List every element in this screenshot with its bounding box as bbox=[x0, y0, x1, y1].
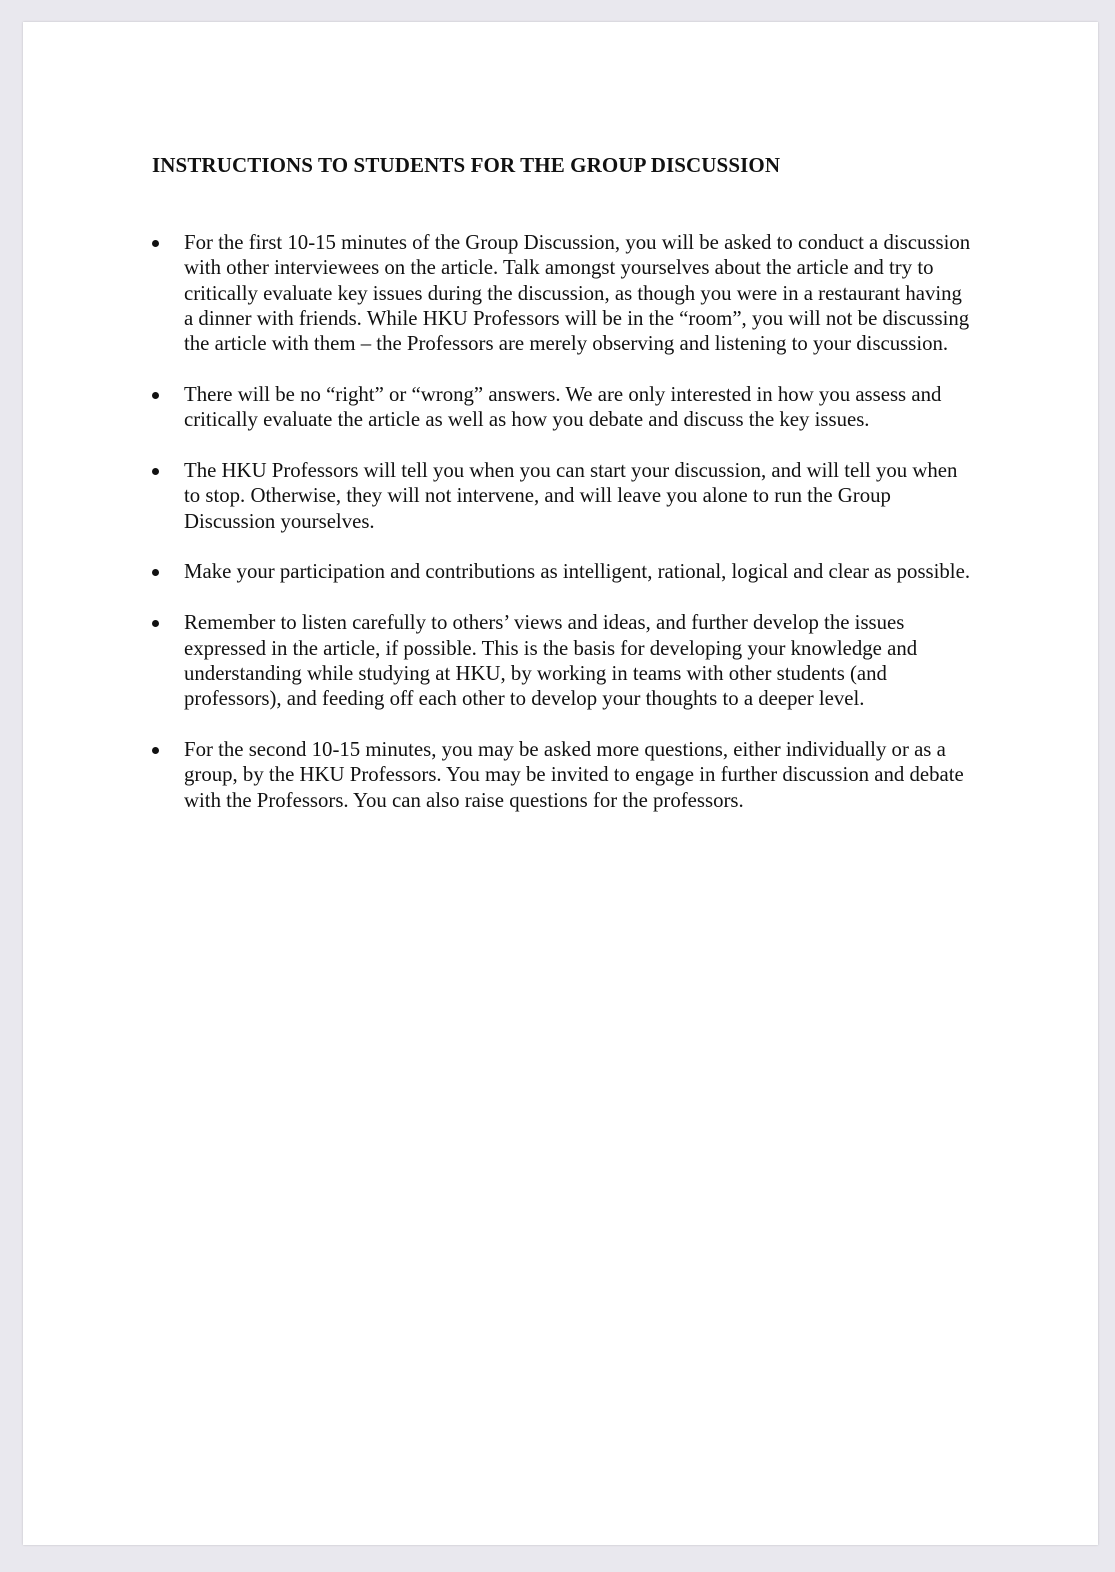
document-page bbox=[23, 22, 1098, 1545]
bullet-icon bbox=[152, 569, 159, 576]
list-item bbox=[152, 737, 972, 813]
list-item bbox=[152, 458, 972, 534]
list-item bbox=[152, 382, 972, 433]
list-item-text: For the second 10-15 minutes, you may be asked more questions, either individually or as a group, by the HKU Professors. You may be invited to engage in further discussion and debate with the Professors. You can also raise questions for the professors. bbox=[184, 737, 964, 812]
bullet-icon bbox=[152, 747, 159, 754]
list-item bbox=[152, 230, 972, 356]
list-item bbox=[152, 610, 972, 711]
bullet-icon bbox=[152, 240, 159, 247]
document-title: INSTRUCTIONS TO STUDENTS FOR THE GROUP DISCUSSION bbox=[152, 153, 781, 177]
list-item-text: Make your participation and contributions as intelligent, rational, logical and clear as possible. bbox=[184, 560, 971, 584]
bullet-icon bbox=[152, 620, 159, 627]
bullet-icon bbox=[152, 468, 159, 475]
list-item-text: There will be no “right” or “wrong” answers. We are only interested in how you assess and critically evaluate the article as well as how you debate and discuss the key issues. bbox=[184, 382, 942, 432]
list-item-text: Remember to listen carefully to others’ views and ideas, and further develop the issues expressed in the article, if possible. This is the basis for developing your knowledge and understanding while studying at HKU, by working in teams with other students (and professors), and feeding off each other to develop your thoughts to a deeper level. bbox=[184, 611, 918, 711]
list-item bbox=[152, 559, 972, 584]
list-item-text: The HKU Professors will tell you when you can start your discussion, and will tell you when to stop. Otherwise, they will not intervene, and will leave you alone to run the Group Discussion yourselves. bbox=[184, 459, 958, 533]
bullet-icon bbox=[152, 392, 159, 399]
list-item-text: For the first 10-15 minutes of the Group Discussion, you will be asked to conduct a discussion with other interviewees on the article. Talk amongst yourselves about the article and try to critically evaluate key issues during the discussion, as though you were in a restaurant having a dinner with friends. While HKU Professors will be in the “room”, you will not be discussing the article with them – the Professors are merely observing and listening to your discussion. bbox=[184, 231, 971, 356]
instructions-list bbox=[152, 230, 972, 838]
